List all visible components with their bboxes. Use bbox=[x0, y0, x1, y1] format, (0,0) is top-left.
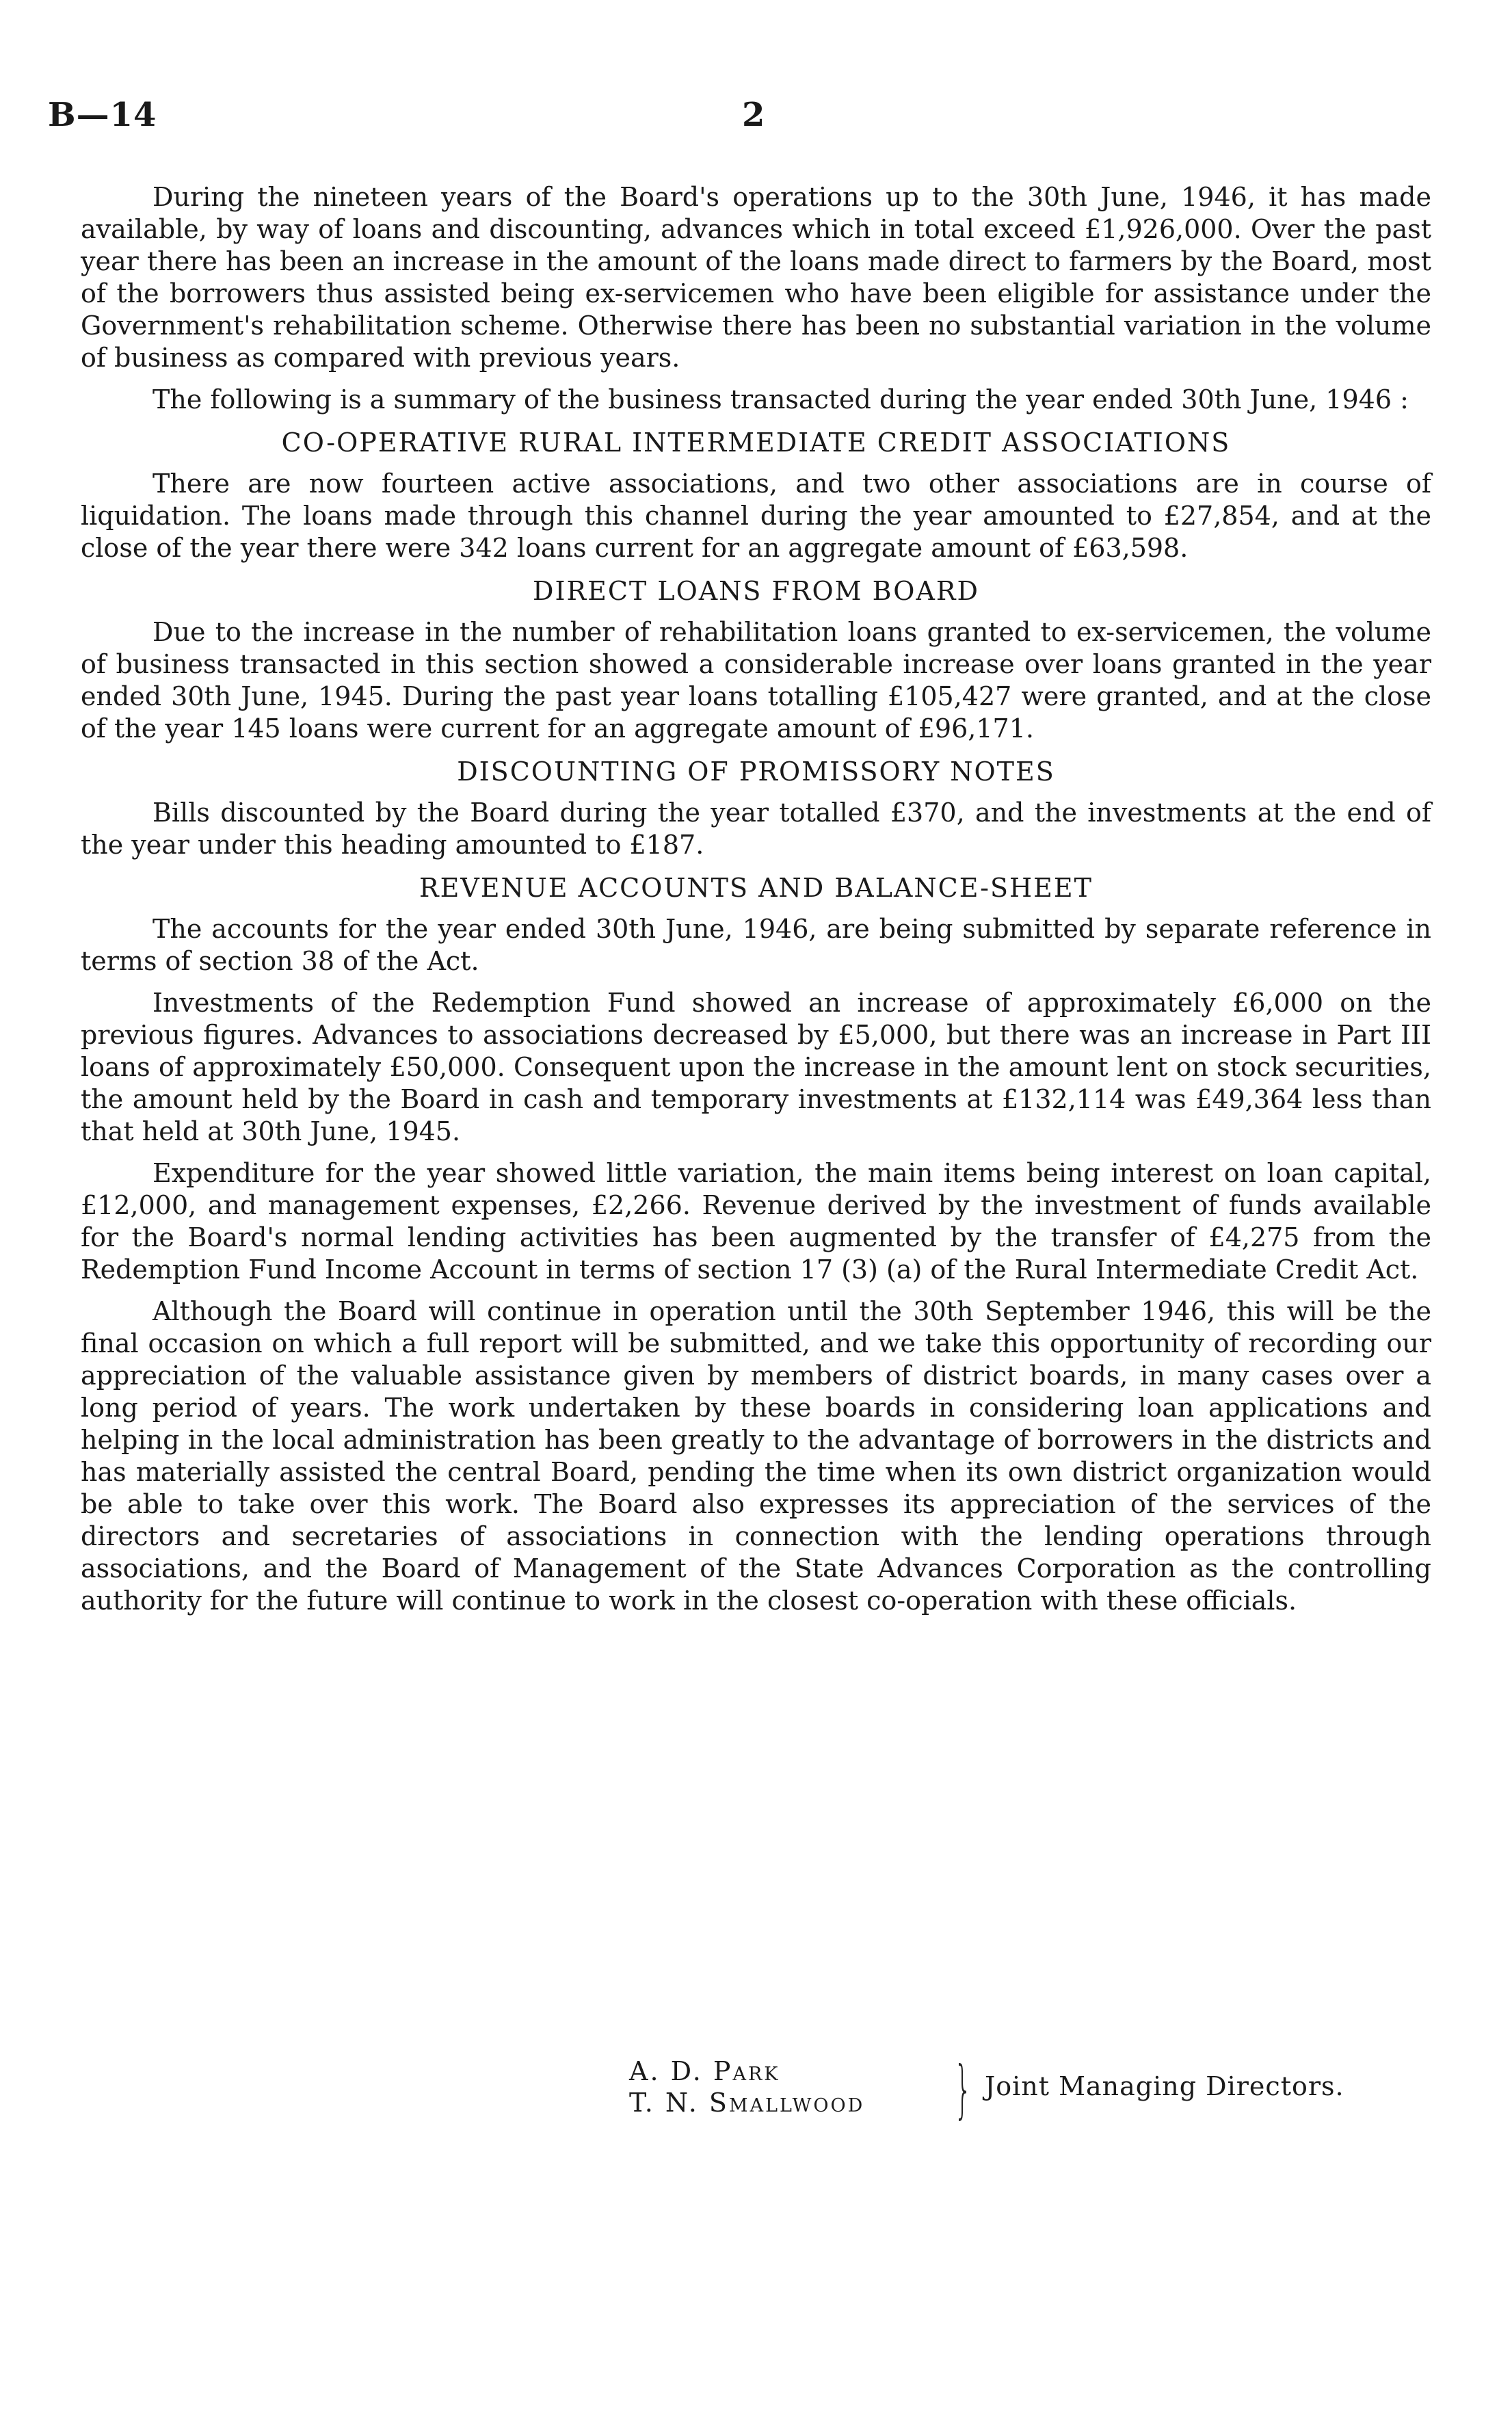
page-header bbox=[48, 96, 1464, 137]
revenue-paragraph-3: Expenditure for the year showed little variation, the main items being interest on loan capital, £12,000, and management expenses, £2,266. Revenue derived by the investment of funds available for the Board's normal lending activities has been augmented by the transfer of £4,275 from the Redemption Fund Income Account in terms of section 17 (3) (a) of the Rural Intermediate Credit Act. bbox=[81, 1158, 1431, 1285]
report-body bbox=[81, 181, 1431, 1627]
signature-block bbox=[629, 2055, 1416, 2138]
heading-revenue-accounts: REVENUE ACCOUNTS AND BALANCE-SHEET bbox=[419, 873, 1093, 903]
right-brace-icon: } bbox=[954, 2053, 972, 2126]
direct-loans-paragraph: Due to the increase in the number of rehabilitation loans granted to ex-servicemen, the volume of business transacted in this section showed a considerable increase over loans granted in the year ended 30th June, 1945. During the past year loans totalling £105,427 were granted, and at the close of the year 145 loans were current for an aggregate amount of £96,171. bbox=[81, 617, 1431, 744]
discounting-paragraph: Bills discounted by the Board during the year totalled £370, and the investments at the end of the year under this heading amounted to £187. bbox=[81, 798, 1431, 860]
page-number: 2 bbox=[742, 96, 765, 134]
signatory-names bbox=[629, 2055, 864, 2118]
heading-discounting: DISCOUNTING OF PROMISSORY NOTES bbox=[457, 757, 1055, 787]
revenue-paragraph-4: Although the Board will continue in operation until the 30th September 1946, this will be the final occasion on which a full report will be submitted, and we take this opportunity of recording our appreciation of the valuable assistance given by members of district boards, in many cases over a long period of years. The work undertaken by these boards in considering loan applications and helping in the local administration has been greatly to the advantage of borrowers in the districts and has materially assisted the central Board, pending the time when its own district organization would be able to take over this work. The Board also expresses its appreciation of the services of the directors and secretaries of associations in connection with the lending operations through associations, and the Board of Management of the State Advances Corporation as the controlling authority for the future will continue to work in the closest co-operation with these officials. bbox=[81, 1296, 1431, 1616]
revenue-paragraph-2: Investments of the Redemption Fund showed an increase of approximately £6,000 on the previous figures. Advances to associations decreased by £5,000, but there was an increase in Part III loans of approximately £50,000. Consequent upon the increase in the amount lent on stock securities, the amount held by the Board in cash and temporary investments at £132,114 was £49,364 less than that held at 30th June, 1945. bbox=[81, 988, 1431, 1146]
heading-cooperative-associations: CO-OPERATIVE RURAL INTERMEDIATE CREDIT ASSOCIATIONS bbox=[281, 428, 1231, 458]
signatory-park: A. D. Park bbox=[629, 2056, 780, 2086]
signatory-title: Joint Managing Directors. bbox=[985, 2071, 1344, 2101]
intro-paragraph-1: During the nineteen years of the Board's operations up to the 30th June, 1946, it has made available, by way of loans and discounting, advances which in total exceed £1,926,000. Over the past year there has been an increase in the amount of the loans made direct to farmers by the Board, most of the borrowers thus assisted being ex-servicemen who have been eligible for assistance under the Government's rehabilitation scheme. Otherwise there has been no substantial variation in the volume of business as compared with previous years. bbox=[81, 182, 1431, 373]
heading-direct-loans: DIRECT LOANS FROM BOARD bbox=[533, 576, 979, 606]
intro-paragraph-2: The following is a summary of the business transacted during the year ended 30th June, 1946 : bbox=[152, 384, 1409, 415]
cooperative-paragraph: There are now fourteen active associations, and two other associations are in course of liquidation. The loans made through this channel during the year amounted to £27,854, and at the close of the year there were 342 loans current for an aggregate amount of £63,598. bbox=[81, 469, 1431, 563]
document-code: B—14 bbox=[48, 96, 157, 134]
signatory-smallwood: T. N. Smallwood bbox=[629, 2088, 865, 2118]
revenue-paragraph-1: The accounts for the year ended 30th June, 1946, are being submitted by separate reference in terms of section 38 of the Act. bbox=[81, 914, 1431, 976]
